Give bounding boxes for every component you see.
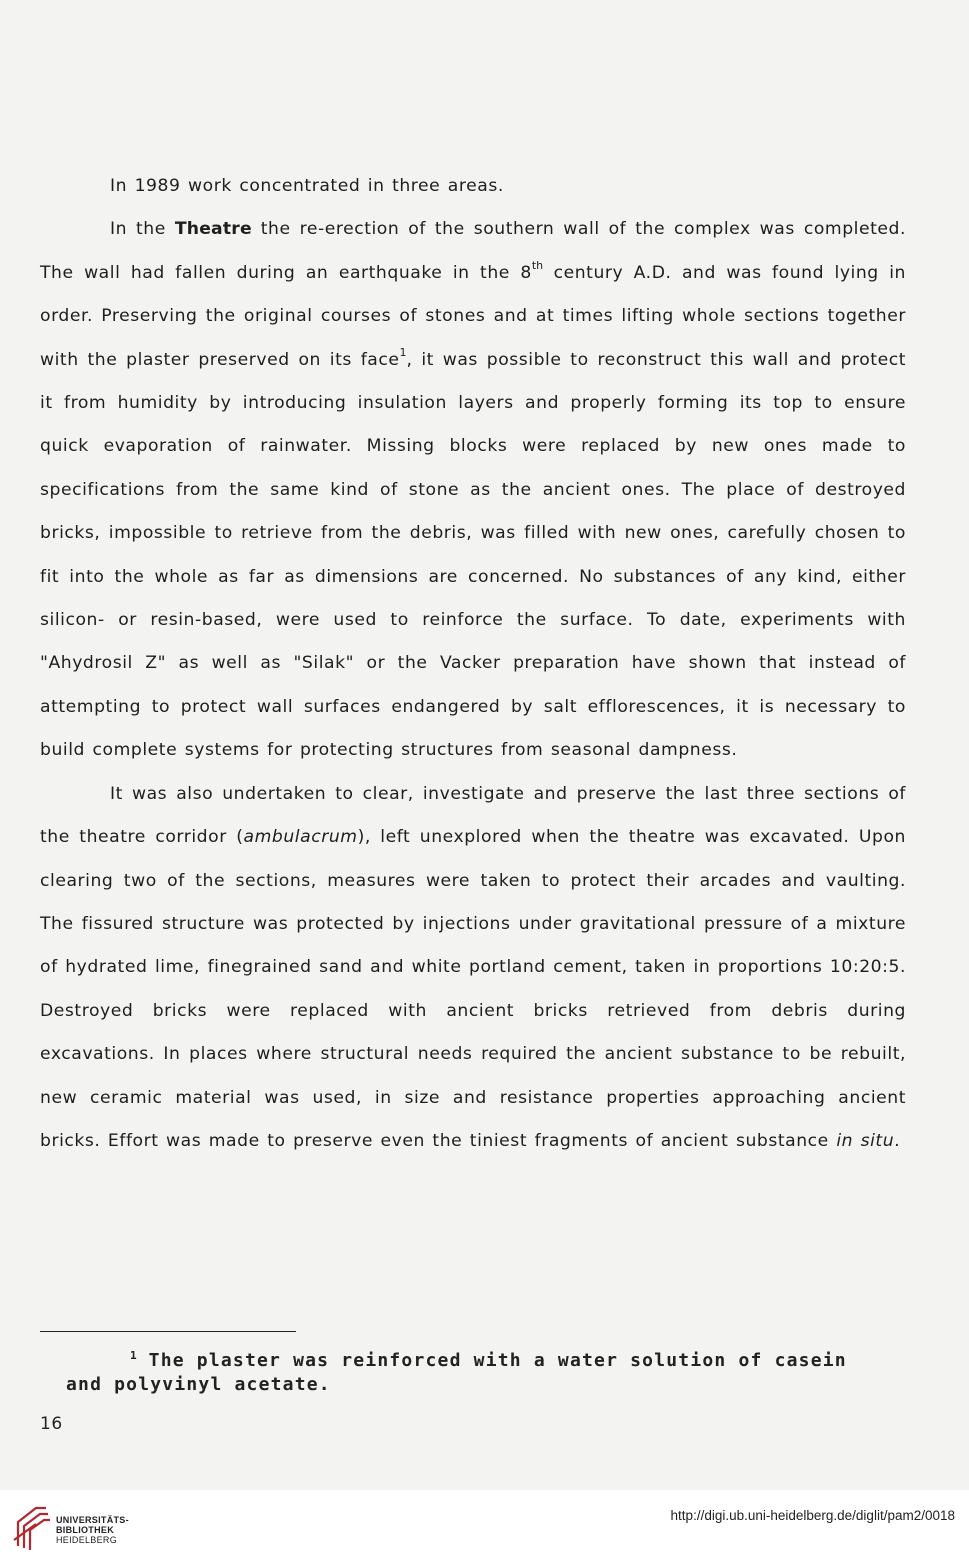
source-url[interactable]: http://digi.ub.uni-heidelberg.de/diglit/pam2/0018 xyxy=(670,1508,955,1523)
institution-name: UNIVERSITÄTS- BIBLIOTHEK HEIDELBERG xyxy=(56,1515,129,1545)
theatre-heading: Theatre xyxy=(174,219,252,240)
digitization-footer xyxy=(0,1490,969,1565)
page-number: 16 xyxy=(40,1414,63,1434)
paragraph-3: It was also undertaken to clear, investigate and preserve the last three sections of the theatre corridor (ambulacrum), left unexplored when the theatre was excavated. Upon clearing two of the sections, measures were taken to protect their arcades and vaulting. The fissured structure was protected by injections under gravitational pressure of a mixture of hydrated lime, finegrained sand and white portland cement, taken in proportions 10:20:5. Destroyed bricks were replaced with ancient bricks retrieved from debris during excavations. In places where structural needs required the ancient substance to be rebuilt, new ceramic material was used, in size and resistance properties approaching ancient bricks. Effort was made to preserve even the tiniest fragments of ancient substance in situ. xyxy=(40,783,906,1151)
ordinal-superscript: th xyxy=(531,258,544,272)
ambulacrum-term: ambulacrum xyxy=(243,827,358,848)
footnote-marker: 1 xyxy=(130,1349,137,1362)
in-situ-term: in situ xyxy=(836,1130,895,1151)
footnote-line-1: The plaster was reinforced with a water solution of casein xyxy=(136,1350,847,1371)
footnote xyxy=(66,1349,896,1397)
paragraph-1: In 1989 work concentrated in three areas. xyxy=(110,176,504,196)
body-text xyxy=(40,165,906,1163)
paragraph-2: In the Theatre the re-erection of the southern wall of the complex was completed. The wall had fallen during an earthquake in the 8th century A.D. and was found lying in order. Preserving the original courses of stones and at times lifting whole sections together with the plaster preserved on its face$^1$, it was possible to reconstruct this wall and protect it from humidity by introducing insulation layers and properly forming its top to ensure quick evaporation of rainwater. Missing blocks were replaced by new ones made to specifications from the same kind of stone as the ancient ones. The place of destroyed bricks, impossible to retrieve from the debris, was filled with new ones, carefully chosen to fit into the whole as far as dimensions are concerned. No substances of any kind, either silicon- or resin-based, were used to reinforce the surface. To date, experiments with "Ahydrosil Z" as well as "Silak" or the Vacker preparation have shown that instead of attempting to protect wall surfaces endangered by salt efflorescences, it is necessary to build complete systems for protecting structures from seasonal dampness. xyxy=(40,219,906,761)
footnote-reference: 1 xyxy=(399,345,407,359)
footnote-line-2: and polyvinyl acetate. xyxy=(66,1374,331,1395)
library-logo-icon xyxy=(12,1502,52,1552)
footnote-divider xyxy=(40,1331,296,1332)
